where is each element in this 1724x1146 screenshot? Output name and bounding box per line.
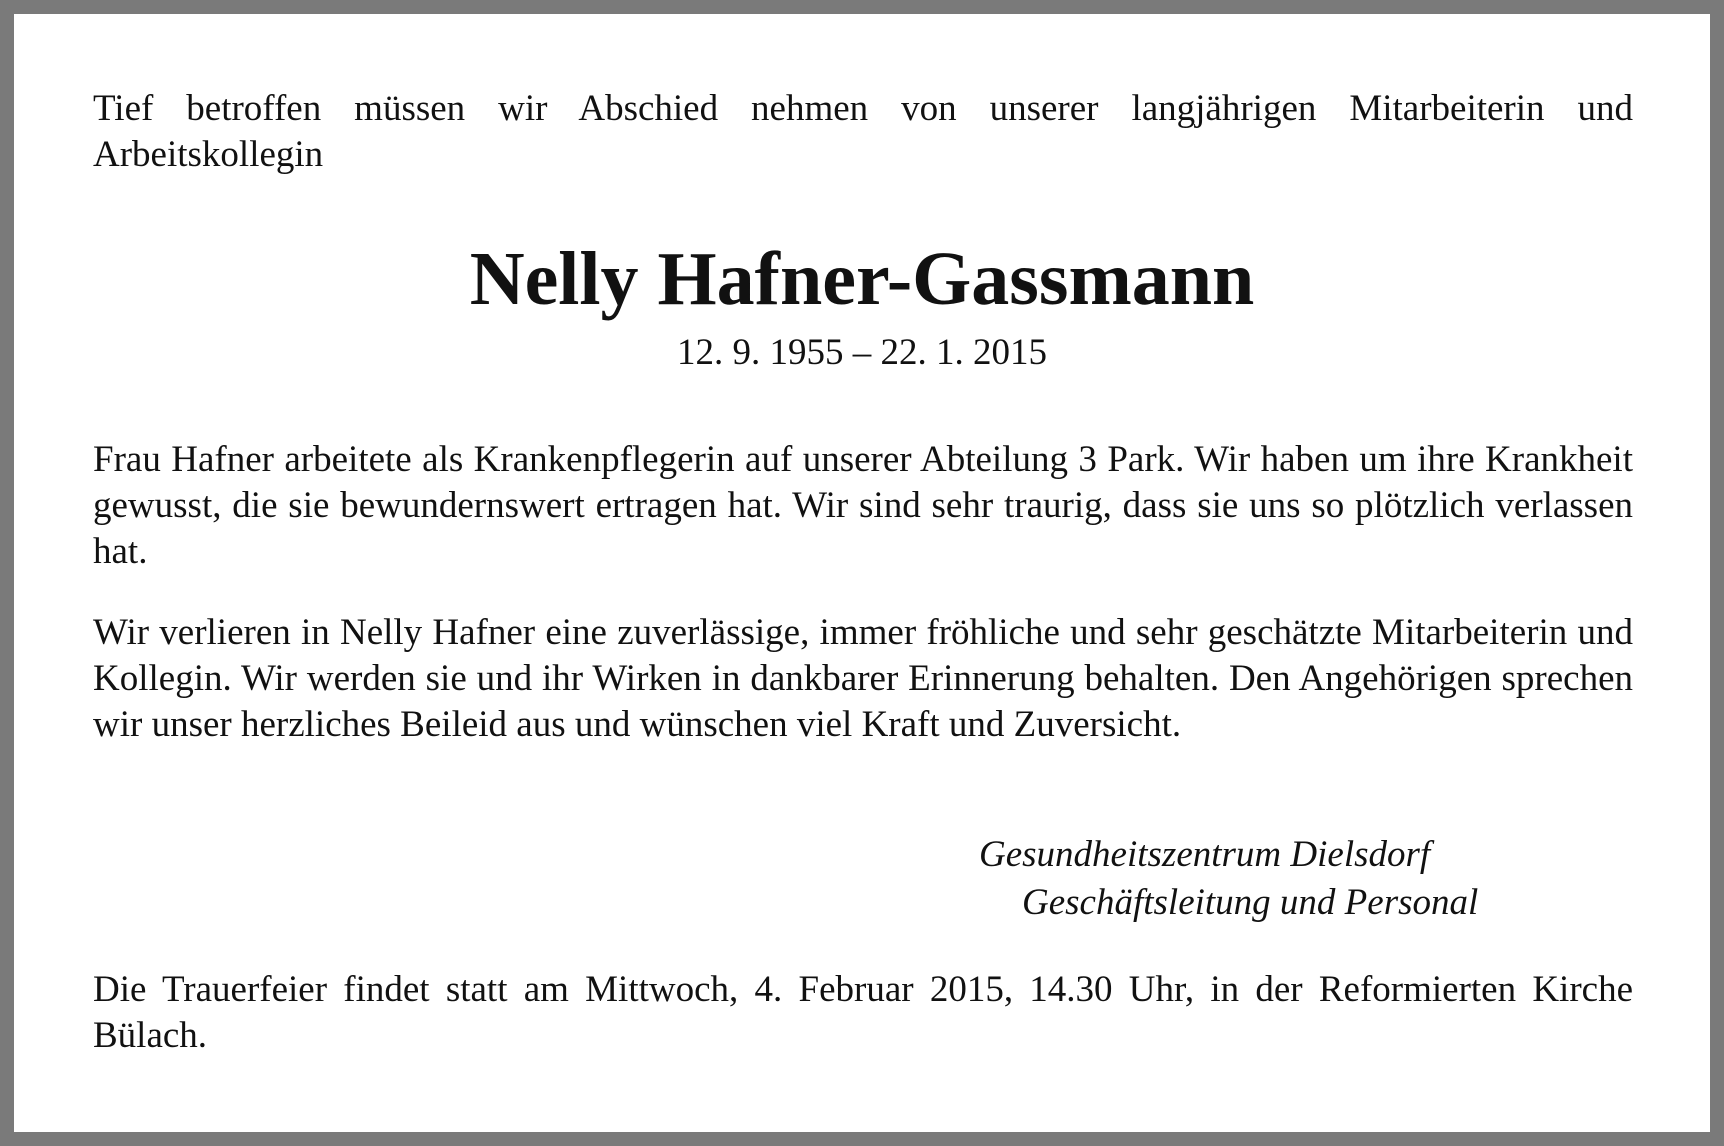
paragraph-condolence: Wir verlieren in Nelly Hafner eine zuverlässige, immer fröhliche und sehr geschätzte Mitarbeiterin und Kollegin. Wir werden sie und ihr Wirken in dankbarer Erinnerung behalten. Den Angehörigen sprechen wir unser herzliches Beileid aus und wünschen viel Kraft und Zuversicht. xyxy=(93,612,1633,745)
deceased-name: Nelly Hafner-Gassmann xyxy=(469,237,1255,321)
intro-text: Tief betroffen müssen wir Abschied nehmen von unserer langjährigen Mitarbeiterin und Arbeitskollegin xyxy=(93,88,1633,175)
life-dates: 12. 9. 1955 – 22. 1. 2015 xyxy=(677,332,1047,373)
signature-department: Geschäftsleitung und Personal xyxy=(1022,882,1479,923)
obituary-page xyxy=(14,14,1710,1132)
funeral-notice: Die Trauerfeier findet statt am Mittwoch, 4. Februar 2015, 14.30 Uhr, in der Reformierten Kirche Bülach. xyxy=(93,969,1633,1056)
paragraph-work: Frau Hafner arbeitete als Krankenpflegerin auf unserer Abteilung 3 Park. Wir haben um ihre Krankheit gewusst, die sie bewundernswert ertragen hat. Wir sind sehr traurig, dass sie uns so plötzlich verlassen hat. xyxy=(93,439,1633,572)
signature-organization: Gesundheitszentrum Dielsdorf xyxy=(979,834,1431,875)
